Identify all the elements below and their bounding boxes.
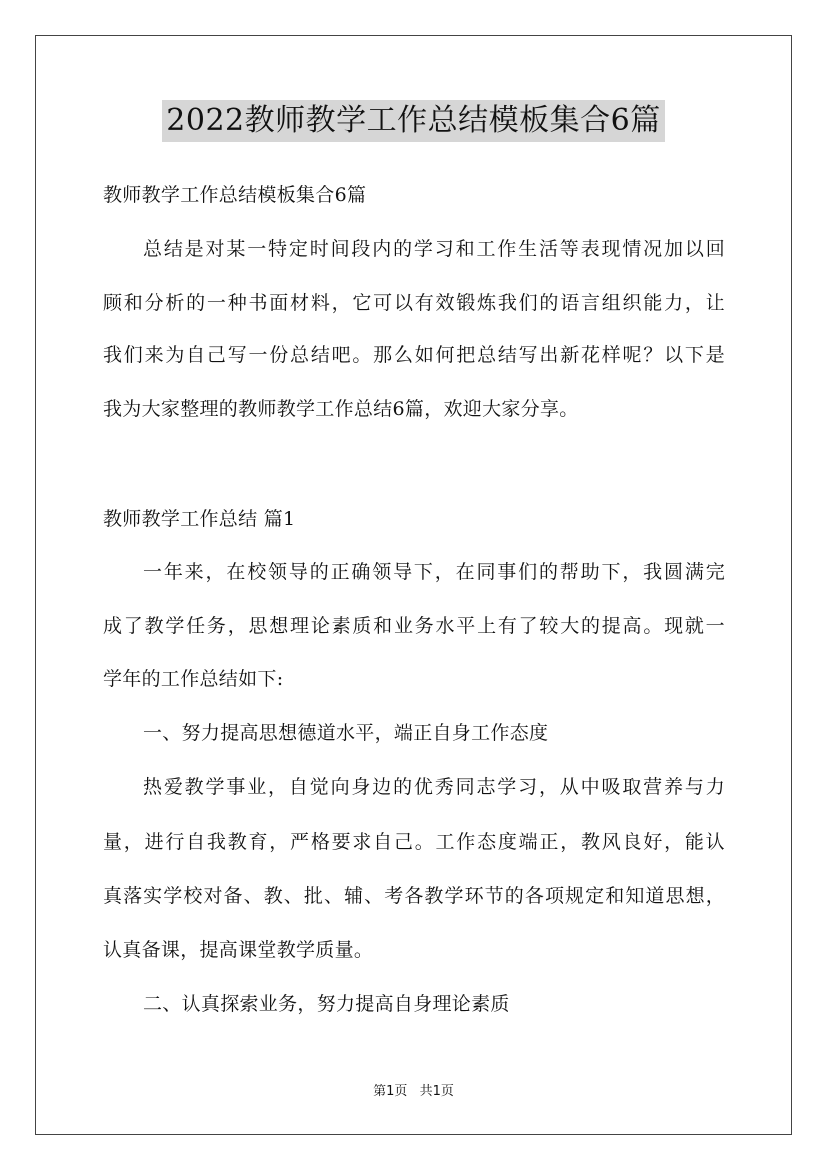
section-heading: 教师教学工作总结 篇1	[103, 508, 296, 530]
intro-line: 我们来为自己写一份总结吧。那么如何把总结写出新花样呢？以下是	[103, 344, 725, 366]
title-container	[0, 100, 827, 142]
intro-line: 总结是对某一特定时间段内的学习和工作生活等表现情况加以回	[143, 238, 725, 260]
document-subtitle: 教师教学工作总结模板集合6篇	[103, 184, 367, 206]
intro-line: 我为大家整理的教师教学工作总结6篇，欢迎大家分享。	[103, 398, 579, 420]
paragraph-line: 学年的工作总结如下:	[103, 668, 284, 690]
paragraph-line: 一年来，在校领导的正确领导下，在同事们的帮助下，我圆满完	[143, 561, 725, 583]
paragraph-line: 量，进行自我教育，严格要求自己。工作态度端正，教风良好，能认	[103, 831, 725, 853]
paragraph-line: 成了教学任务，思想理论素质和业务水平上有了较大的提高。现就一	[103, 615, 725, 637]
paragraph-line: 真落实学校对备、教、批、辅、考各教学环节的各项规定和知道思想，	[103, 885, 725, 907]
intro-line: 顾和分析的一种书面材料，它可以有效锻炼我们的语言组织能力，让	[103, 292, 725, 314]
point-heading: 二、认真探索业务，努力提高自身理论素质	[143, 993, 510, 1015]
paragraph-line: 认真备课，提高课堂教学质量。	[103, 939, 374, 961]
paragraph-line: 热爱教学事业，自觉向身边的优秀同志学习，从中吸取营养与力	[143, 776, 725, 798]
document-title: 2022教师教学工作总结模板集合6篇	[162, 100, 664, 142]
page-number: 第1页	[373, 1084, 408, 1099]
page-total: 共1页	[419, 1084, 454, 1099]
point-heading: 一、努力提高思想德道水平，端正自身工作态度	[143, 722, 549, 744]
page-footer	[0, 1084, 827, 1100]
